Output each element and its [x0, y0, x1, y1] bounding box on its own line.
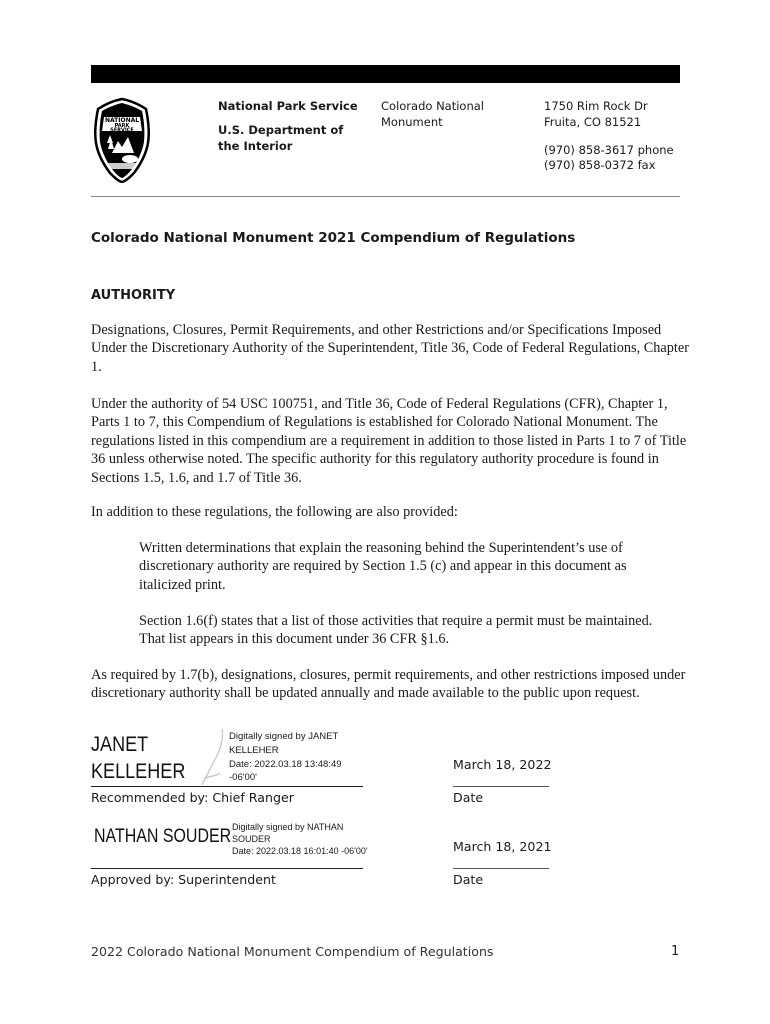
digital-signature-line2: SOUDER — [232, 834, 271, 844]
fax-number: (970) 858-0372 fax — [544, 158, 656, 172]
indented-written-determinations: Written determinations that explain the reasoning behind the Superintendent’s use of discretionary authority are required by Section 1.5 (c) and appear in this document as italicized print. — [139, 540, 627, 593]
department-name: U.S. Department of the Interior — [218, 123, 344, 153]
footer-text: 2022 Colorado National Monument Compendium of Regulations — [91, 944, 494, 959]
digital-signature-date: Date: 2022.03.18 13:48:49 — [229, 759, 342, 770]
svg-text:NATIONAL: NATIONAL — [104, 117, 140, 124]
document-title: Colorado National Monument 2021 Compendium of Regulations — [91, 230, 576, 246]
phone-number: (970) 858-3617 phone — [544, 143, 674, 157]
signature-date-value: March 18, 2022 — [453, 757, 552, 772]
digital-signature-line1: Digitally signed by JANET — [229, 731, 339, 742]
approved-by-label: Approved by: Superintendent — [91, 872, 276, 887]
header-black-bar — [91, 65, 680, 83]
date-label: Date — [453, 790, 484, 805]
digital-signature-date: Date: 2022.03.18 16:01:40 -06'00' — [232, 846, 368, 856]
address-line2: Fruita, CO 81521 — [544, 115, 642, 129]
recommended-by-label: Recommended by: Chief Ranger — [91, 790, 294, 805]
address-line1: 1750 Rim Rock Dr — [544, 99, 648, 113]
paragraph-authority: Under the authority of 54 USC 100751, and Title 36, Code of Federal Regulations (CFR), Chapter 1, Parts 1 to 7, this Compendium of Regulations is established for Colorado National Monument. The regulations listed in this compendium are a requirement in addition to those listed in Parts 1 to 7 of Title 36 unless otherwise noted. The specific authority for this regulatory authority procedure is found in Sections 1.5, 1.6, and 1.7 of Title 36. — [91, 396, 687, 486]
paragraph-additional: In addition to these regulations, the following are also provided: — [91, 504, 458, 520]
date-line — [453, 868, 549, 869]
date-label: Date — [453, 872, 484, 887]
date-line — [453, 786, 549, 787]
svg-text:SERVICE: SERVICE — [110, 127, 134, 134]
signature-date-value: March 18, 2021 — [453, 839, 552, 854]
digital-signature-line1: Digitally signed by NATHAN — [232, 822, 344, 832]
indented-permit-list: Section 1.6(f) states that a list of those activities that require a permit must be maintained. That list appears in this document under 36 CFR §1.6. — [139, 613, 653, 648]
page-number: 1 — [671, 944, 680, 959]
paragraph-designations: Designations, Closures, Permit Requirements, and other Restrictions and/or Specifications Imposed Under the Discretionary Authority of the Superintendent, Title 36, Code of Federal Regulations, Chapter 1. — [91, 322, 689, 375]
svg-text:PARK: PARK — [114, 123, 130, 129]
signature-name-first: JANET — [91, 733, 149, 756]
header-divider — [91, 196, 680, 197]
paragraph-annual-update: As required by 1.7(b), designations, closures, permit requirements, and other restrictions imposed under discretionary authority shall be updated annually and made available to the public upon request. — [91, 667, 686, 702]
digital-signature-line2: KELLEHER — [229, 745, 279, 756]
section-heading-authority: AUTHORITY — [91, 288, 176, 303]
signature-line — [91, 868, 363, 869]
digital-signature-tz: -06'00' — [229, 772, 257, 783]
signature-flourish-icon — [198, 727, 228, 787]
signature-name: NATHAN SOUDER — [94, 826, 232, 847]
unit-name: Colorado National Monument — [381, 99, 484, 129]
signature-line — [91, 786, 363, 787]
nps-arrowhead-logo — [90, 97, 154, 183]
agency-name: National Park Service — [218, 99, 358, 113]
signature-name-last: KELLEHER — [91, 760, 186, 783]
